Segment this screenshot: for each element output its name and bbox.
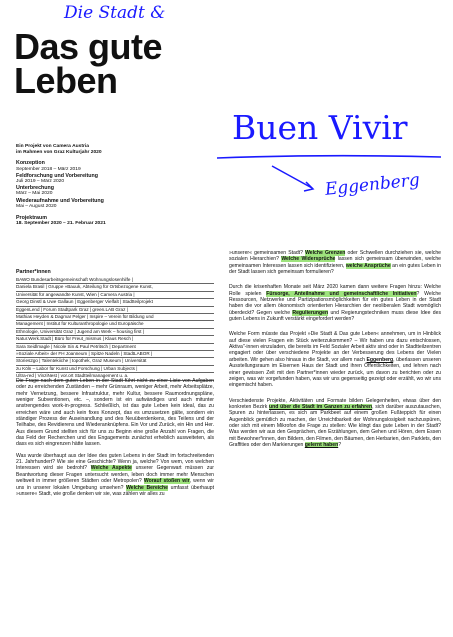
- partner-line: EggenLend | Forum Stadtpark Graz | green.LAB Graz |: [16, 307, 214, 314]
- partner-line: Stories2go | Talentekiiche | topothek, Graz Museum | Universität: [16, 358, 214, 365]
- project-room-date: 18. September 2020 – 21. Februar 2021: [16, 221, 106, 227]
- partner-line: Sara Seidlmagle | Nicole Sin & Paul Petritsch | Department: [16, 344, 214, 351]
- partner-line: Daniela Brasil | Gruppe »Bauuk, Abteilung für Ortsbezogene Kunst,: [16, 284, 214, 291]
- phase-2-date: Juli 2019 – März 2020: [16, 179, 65, 185]
- partners-label: Partner*innen: [16, 269, 51, 275]
- partner-line: Georg Dinstl & Uwe Gallaun | Eggenberger Vielfalt | Stadtteilprojekt: [16, 299, 214, 306]
- partners-list: [16, 277, 214, 381]
- right-paragraph-2: Durch die krisenhaften Monate seit März 2020 kamen dann weitere Fragen hinzu: Welche Rolle spielen Fürsorge, Anteilnahme und gemeinschaftliche Initiativen? Welche Ressourcen, Netzwerke und Partizipationsmöglichkeiten für ein gutes Leben in der Stadt haben die vor allem ökonomisch orientierten Hierarchien der neoliberalen Stadt womöglich überdeckt? Gegen welche Regulierungen und Regierungstechniken muss diese Idee des guten Lebens in Zukunft verstärkt eingefordert werden?: [229, 284, 442, 323]
- project-room-label: Projektraum: [16, 215, 47, 222]
- phase-3-label: Unterbrechung: [16, 185, 54, 192]
- handwritten-arrow-icon: [268, 162, 328, 202]
- right-paragraph-4: Verschiedenste Projekte, Aktivitäten und Formate bilden Gelegenheiten, etwas über den konkreten Bezirk und über die Stadt im Ganzen zu erfahren, sich darüber auszutauschen, Spuren zu hinterlassen, es sich am Parkbeet auf einem großen Fußteppich für einen Augenblick gemütlich zu machen, der Urreichtbarkeit der Wohnungslosigkeit nachzuspüren, oder sich mit einem Mikrofon die Frage zu stellen: Wie klingt das gute Leben in der Stadt? Was werden wir aus den Gesprächen, den Erzählungen, dem Gehen und Hören, dem Essen mit Bewohner*innen, den Bildern, den Filmen, den Bäumen, den Herbarien, den Parklets, den Graffities oder den Markierungen gelernt haben?: [229, 397, 441, 448]
- phase-3-date: März – Mai 2020: [16, 191, 53, 197]
- page-title: [14, 26, 163, 101]
- handwritten-underline: [215, 152, 443, 162]
- partner-line: »Soziale Arbeit« der FH Joanneum | Spitze Nadeln | StadtLABOR |: [16, 351, 214, 358]
- left-paragraph-2: Was wurde überhaupt aus der Idee des guten Lebens in der Stadt im fortschreitenden 21. Jahrhundert? Wie sie eine Geschichte? Wenn ja, welche? Von wem, von welchen Interessen wird sie bedroht? Welche Aspekte unserer Gegenwart müssen zur Beantwortung dieser Fragen untersucht werden, leben doch immer mehr Menschen weltweit in immer größeren Städten oder Metropolen? Worauf stoßen wir, wenn wir uns in unserer lokalen Umgebung umsehen? Welche Bereiche umfasst überhaupt »unsere« Stadt, wie große denken wir sie, was zählen wir alles zu: [16, 452, 215, 497]
- phase-1-date: September 2018 – März 2019: [16, 166, 81, 172]
- handwritten-buen-vivir: Buen Vivir: [232, 108, 408, 147]
- phase-4-date: Mai – August 2020: [16, 203, 57, 209]
- left-paragraph-1: Die Frage nach dem guten Leben in der Stadt führt nicht zu einer Liste von Aufgaben oder zu erreichenden Zuständen – mehr Grünraum, weniger Arbeit, mehr Arbeitsplätze, mehr Vernetzung, bessere Infrastruktur, mehr Kultur, bessere Raumordnungspläne, weniger Subventionen, etc. –, sondern ist ein aufwändiges und auch mitunter anstrengendes work-in-progress. Schließlich, ist das gute Leben kein ideal, das zu erreichen wäre und auch kein fixes Konzept, das es umzusetzen gälte, sondern ein ständiger Prozess der Auseinandlung und des Neuüberdenkens, des Teilens und der Teilhabe, des Revidierens und Wiederanknüpfens. Ein Vor und Zurück, ein Hin und Her. Aus diesem Grund stellten sich für uns zu Beginn eine große Anzahl von Fragen, die das Feld der Recherchen und des Engagements zunächst erheblich ausweiteten, als dass es sich eingrenzen hätte lassen.: [16, 378, 214, 448]
- partner-line: Mathias Heyden & Dagmar Pelger | Inspire – Verein für Bildung und: [16, 314, 214, 321]
- partner-line: Natur.Werk.Stadt | Büro für Freut_mismus | Klaus Resch |: [16, 336, 214, 343]
- handwritten-eggenberg: Eggenberg: [324, 170, 421, 200]
- partner-line: zu Köln – Labor für Kunst und Forschung | Urban Subjects |: [16, 366, 214, 373]
- right-body-text: [229, 250, 441, 453]
- partner-line: Management | Institut für Kulturanthropologie und Europäische: [16, 321, 214, 328]
- partner-line: BAWO Bundesarbeitsgemeinschaft Wohnungslosenhilfe |: [16, 277, 214, 284]
- partner-line: Ethnologie, Universität Graz | Jugend am Werk – housing first |: [16, 329, 214, 336]
- partners-block: [16, 269, 214, 381]
- title-line-2: Leben: [14, 60, 118, 101]
- partner-line: Ultra-red | VinziNest | vor.ort Stadtteilmanagement u. a.: [16, 373, 214, 380]
- right-paragraph-3: Welche Form müsste das Projekt »Die Stadt & Das gute Leben« annehmen, um in Hinblick auf diese vielen Fragen ein Stück weiterzukommen? – Wir haben uns dazu entschlossen, Aktiva"-innen einzuladen, die bereits im Feld Sozialer Arbeit aktiv sind oder in Stadtteilzentren engagiert oder über verschiedene Projekte an der Verbesserung des Lebens der Vielen arbeiten. Wir gehen also hinaus in die Stadt, vor allem nach Eggenberg, überlassen unseren Ausstellungsraum im Eisernen Haus der Stadt und ihren Öffentlichkeiten, und lehren nach einer gewissen Zeit mit den Partner*innen wieder zurück, um davon zu berichten oder zu zeigen, was wir vorgefunden haben, was wir uns gegenseitig gezeigt oder erzählt, wo wir uns eingemischt haben.: [229, 331, 441, 389]
- title-line-1: Das gute: [14, 26, 163, 67]
- phase-1-label: Konzeption: [16, 160, 45, 167]
- right-paragraph-1: »unserer« gemeinsamen Stadt? Welche Grenzen oder Schwellen durchziehen sie, welche sozialen Hierarchien? Welche Widersprüche lassen sich gemeinsam überwinden, welche gemeinsamen Interessen lassen sich identifizieren, welche Ansprüche an ein gutes Leben in der Stadt lassen sich gemeinsam formulieren?: [229, 250, 442, 276]
- phase-4-label: Wiederaufnahme und Vorbereitung: [16, 197, 104, 204]
- project-info: [16, 144, 206, 227]
- partner-line: Universität für angewandte Kunst, Wien | Camera Austria |: [16, 292, 214, 299]
- intro-line-2: im Rahmen von Graz Kulturjahr 2020: [16, 150, 102, 156]
- handwritten-heading-note: Die Stadt &: [64, 3, 166, 23]
- intro-line-1: Ein Projekt von Camera Austria: [16, 144, 89, 149]
- left-body-text: [16, 378, 214, 502]
- phase-2-label: Feldforschung und Vorbereitung: [16, 172, 99, 179]
